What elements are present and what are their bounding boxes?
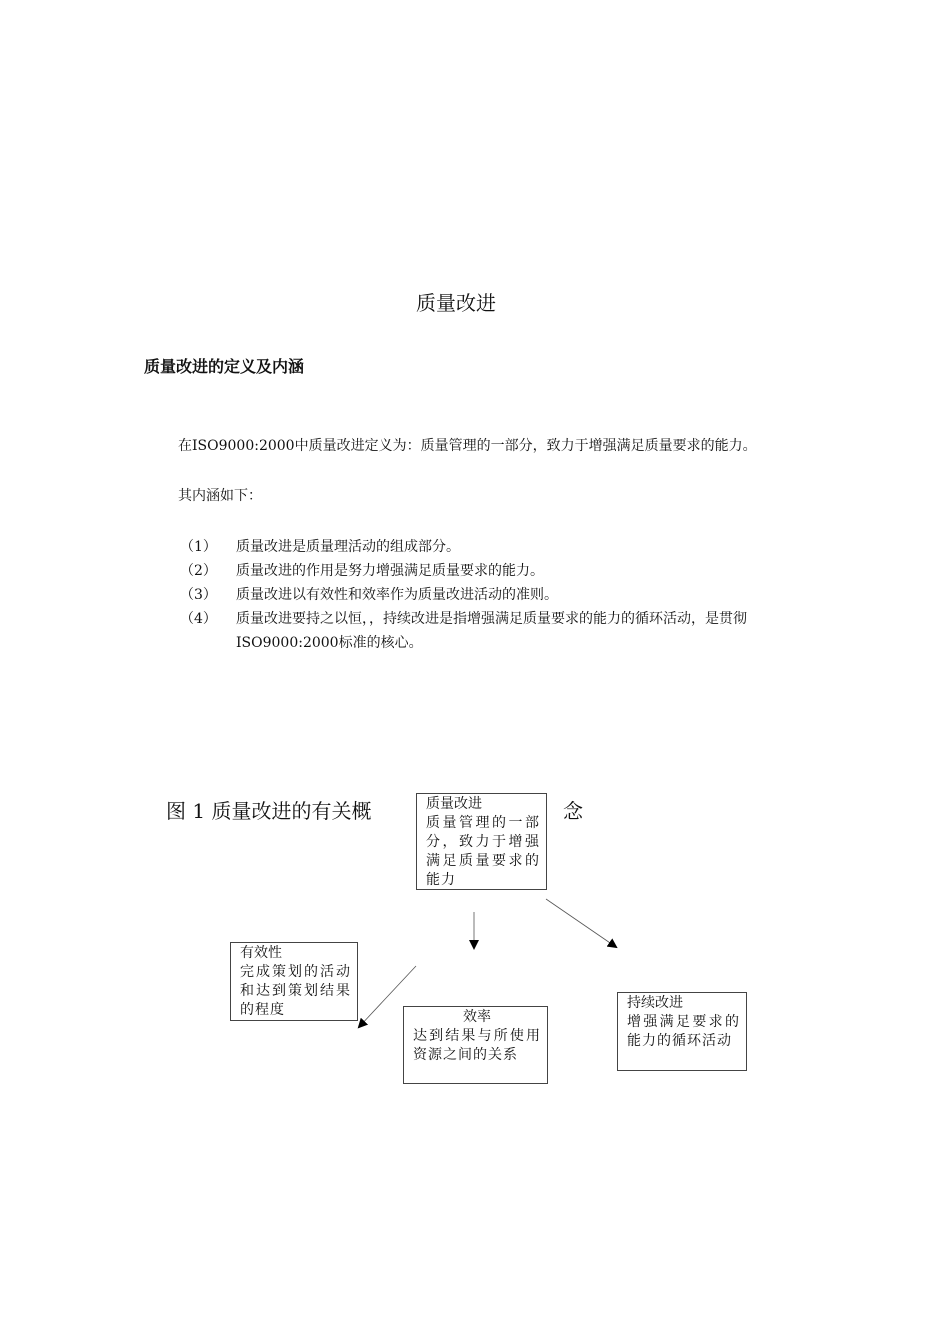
box-description: 达到结果与所使用资源之间的关系 [413, 1028, 541, 1063]
list-text: 质量改进的作用是努力增强满足质量要求的能力。 [236, 563, 544, 579]
list-text: 质量改进是质量理活动的组成部分。 [236, 539, 460, 555]
quality-improvement-box [416, 793, 547, 890]
figure-caption: 图 1 质量改进的有关概 [166, 799, 372, 823]
list-number: （2） [180, 563, 217, 579]
box-title: 效率 [463, 1009, 491, 1025]
continual-improvement-box [617, 992, 747, 1071]
effectiveness-box [230, 942, 358, 1021]
definition-paragraph: 在ISO9000:2000中质量改进定义为：质量管理的一部分，致力于增强满足质量要求的能力。 [178, 438, 757, 454]
box-title: 持续改进 [627, 995, 683, 1011]
section-heading: 质量改进的定义及内涵 [144, 357, 305, 376]
box-description: 质量管理的一部分，致力于增强满足质量要求的能力 [426, 815, 540, 888]
list-number: （4） [180, 611, 217, 627]
arrow-to-continual [546, 899, 616, 947]
efficiency-box [403, 1006, 548, 1084]
box-description: 完成策划的活动和达到策划结果的程度 [240, 964, 351, 1018]
box-description: 增强满足要求的能力的循环活动 [627, 1014, 740, 1049]
list-text: 质量改进以有效性和效率作为质量改进活动的准则。 [236, 587, 558, 603]
list-number: （3） [180, 587, 217, 603]
figure-caption-end: 念 [563, 799, 583, 823]
page-title: 质量改进 [416, 291, 496, 315]
box-title: 有效性 [240, 945, 282, 961]
box-title: 质量改进 [426, 796, 482, 812]
intro-paragraph: 其内涵如下： [178, 488, 262, 504]
list-number: （1） [180, 539, 217, 555]
list-text: 质量改进要持之以恒，，持续改进是指增强满足质量要求的能力的循环活动，是贯彻ISO9000:2000标准的核心。 [236, 611, 747, 651]
